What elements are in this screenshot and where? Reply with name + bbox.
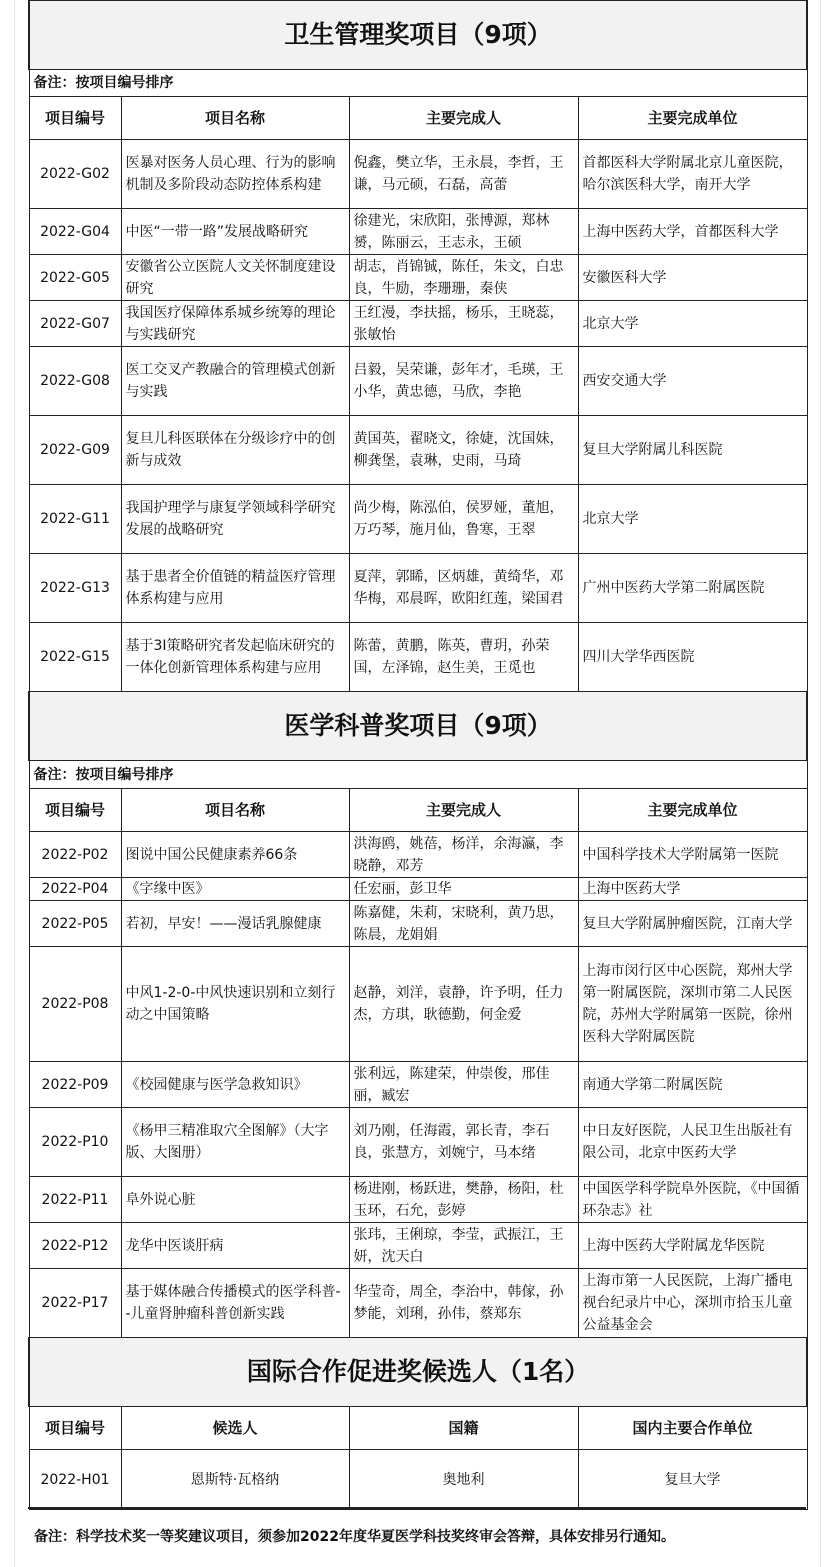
column-header-code: 项目编号: [29, 97, 121, 140]
section-note: 备注：按项目编号排序: [29, 70, 807, 97]
table-row: [29, 416, 807, 485]
project-people: 尚少梅，陈泓伯，侯罗娅，董旭，万巧琴，施月仙，鲁寒，王翠: [349, 485, 578, 554]
project-people: 陈嘉健，朱莉，宋晓利，黄乃思，陈晨，龙娟娟: [349, 901, 578, 947]
project-code: 2022-P12: [29, 1223, 121, 1269]
project-name: 中风1-2-0-中风快速识别和立刻行动之中国策略: [121, 947, 349, 1062]
project-people: 张利远，陈建荣，仲崇俊，邢佳丽，臧宏: [349, 1062, 578, 1108]
project-name: 安徽省公立医院人文关怀制度建设研究: [121, 255, 349, 301]
project-name: 《杨甲三精准取穴全图解》（大字版、大图册）: [121, 1108, 349, 1177]
column-header-partner-unit: 国内主要合作单位: [578, 1407, 807, 1450]
project-name: 我国医疗保障体系城乡统筹的理论与实践研究: [121, 301, 349, 347]
section-note: 备注：按项目编号排序: [29, 761, 807, 789]
project-people: 倪鑫，樊立华，王永晨，李哲，王谦，马元硕，石磊，高蕾: [349, 140, 578, 209]
project-unit: 南通大学第二附属医院: [578, 1062, 807, 1108]
column-header-code: 项目编号: [29, 1407, 121, 1450]
column-header-unit: 主要完成单位: [578, 789, 807, 832]
column-header-name: 项目名称: [121, 789, 349, 832]
project-unit: 中日友好医院，人民卫生出版社有限公司，北京中医药大学: [578, 1108, 807, 1177]
column-header-candidate: 候选人: [121, 1407, 349, 1450]
project-name: 龙华中医谈肝病: [121, 1223, 349, 1269]
candidate-code: 2022-H01: [29, 1450, 121, 1510]
column-header-code: 项目编号: [29, 789, 121, 832]
project-name: 图说中国公民健康素养66条: [121, 832, 349, 878]
table-row: [29, 347, 807, 416]
project-unit: 北京大学: [578, 301, 807, 347]
section-title-health-management: 卫生管理奖项目（9项）: [29, 1, 807, 70]
project-unit: 广州中医药大学第二附属医院: [578, 554, 807, 623]
column-header-people: 主要完成人: [349, 789, 578, 832]
project-code: 2022-P05: [29, 901, 121, 947]
candidate-nationality: 奥地利: [349, 1450, 578, 1510]
project-unit: 西安交通大学: [578, 347, 807, 416]
project-code: 2022-G11: [29, 485, 121, 554]
table-row: [29, 485, 807, 554]
table-row: [29, 1450, 807, 1510]
project-people: 徐建光，宋欣阳，张博源，郑林赟，陈丽云，王志永，王硕: [349, 209, 578, 255]
project-unit: 中国科学技术大学附属第一医院: [578, 832, 807, 878]
project-code: 2022-P08: [29, 947, 121, 1062]
project-unit: 中国医学科学院阜外医院，《中国循环杂志》社: [578, 1177, 807, 1223]
project-name: 医工交叉产教融合的管理模式创新与实践: [121, 347, 349, 416]
project-unit: 上海市第一人民医院，上海广播电视台纪录片中心，深圳市拾玉儿童公益基金会: [578, 1269, 807, 1338]
project-unit: 首都医科大学附属北京儿童医院，哈尔滨医科大学，南开大学: [578, 140, 807, 209]
table-row: [29, 1177, 807, 1223]
column-header-unit: 主要完成单位: [578, 97, 807, 140]
project-unit: 上海中医药大学: [578, 878, 807, 901]
project-code: 2022-P02: [29, 832, 121, 878]
project-unit: 安徽医科大学: [578, 255, 807, 301]
table-row: [29, 1223, 807, 1269]
project-people: 任宏丽，彭卫华: [349, 878, 578, 901]
project-code: 2022-G05: [29, 255, 121, 301]
project-code: 2022-G13: [29, 554, 121, 623]
project-people: 杨进刚，杨跃进，樊静，杨阳，杜玉环，石允，彭婷: [349, 1177, 578, 1223]
table-row: [29, 832, 807, 878]
project-name: 基于媒体融合传播模式的医学科普--儿童肾肿瘤科普创新实践: [121, 1269, 349, 1338]
project-name: 《字缘中医》: [121, 878, 349, 901]
project-code: 2022-P04: [29, 878, 121, 901]
project-code: 2022-G07: [29, 301, 121, 347]
project-name: 中医“一带一路”发展战略研究: [121, 209, 349, 255]
table-row: [29, 554, 807, 623]
project-people: 洪海鸥，姚蓓，杨洋，余海瀛，李晓静，邓芳: [349, 832, 578, 878]
project-code: 2022-G15: [29, 623, 121, 692]
project-name: 我国护理学与康复学领域科学研究发展的战略研究: [121, 485, 349, 554]
project-people: 吕毅，吴荣谦，彭年才，毛瑛，王小华，黄忠德，马欣，李艳: [349, 347, 578, 416]
table-row: [29, 1269, 807, 1338]
project-unit: 复旦大学附属肿瘤医院，江南大学: [578, 901, 807, 947]
table-row: [29, 878, 807, 901]
column-header-name: 项目名称: [121, 97, 349, 140]
project-people: 陈蕾，黄鹏，陈英，曹玥，孙荣国，左泽锦，赵生美，王觅也: [349, 623, 578, 692]
project-name: 基于3I策略研究者发起临床研究的一体化创新管理体系构建与应用: [121, 623, 349, 692]
project-unit: 四川大学华西医院: [578, 623, 807, 692]
candidate-name: 恩斯特·瓦格纳: [121, 1450, 349, 1510]
project-name: 基于患者全价值链的精益医疗管理体系构建与应用: [121, 554, 349, 623]
project-code: 2022-G09: [29, 416, 121, 485]
award-table: [28, 0, 808, 1510]
project-unit: 北京大学: [578, 485, 807, 554]
section-title-science-popularization: 医学科普奖项目（9项）: [29, 692, 807, 761]
project-code: 2022-P10: [29, 1108, 121, 1177]
section-title-international-cooperation: 国际合作促进奖候选人（1名）: [29, 1338, 807, 1407]
project-people: 刘乃刚，任海霞，郭长青，李石良，张慧方，刘婉宁，马本绪: [349, 1108, 578, 1177]
project-unit: 复旦大学附属儿科医院: [578, 416, 807, 485]
project-unit: 上海中医药大学，首都医科大学: [578, 209, 807, 255]
table-row: [29, 901, 807, 947]
project-name: 复旦儿科医联体在分级诊疗中的创新与成效: [121, 416, 349, 485]
table-row: [29, 301, 807, 347]
footer-note: 备注：科学技术奖一等奖建议项目，须参加2022年度华夏医学科技奖终审会答辩，具体安排另行通知。: [28, 1507, 806, 1567]
project-code: 2022-P17: [29, 1269, 121, 1338]
project-people: 黄国英，翟晓文，徐婕，沈国妹，柳龚堡，袁琳，史雨，马琦: [349, 416, 578, 485]
project-people: 胡志，肖锦铖，陈任，朱文，白忠良，牛励，李珊珊，秦侠: [349, 255, 578, 301]
project-people: 张玮，王俐琼，李莹，武振江，王妍，沈天白: [349, 1223, 578, 1269]
project-unit: 上海中医药大学附属龙华医院: [578, 1223, 807, 1269]
table-row: [29, 255, 807, 301]
project-unit: 上海市闵行区中心医院，郑州大学第一附属医院，深圳市第二人民医院，苏州大学附属第一医院，徐州医科大学附属医院: [578, 947, 807, 1062]
candidate-unit: 复旦大学: [578, 1450, 807, 1510]
table-row: [29, 1062, 807, 1108]
project-code: 2022-G04: [29, 209, 121, 255]
project-name: 阜外说心脏: [121, 1177, 349, 1223]
project-people: 华莹奇，周全，李治中，韩傢，孙梦能，刘琍，孙伟，蔡郑东: [349, 1269, 578, 1338]
project-people: 王红漫，李扶摇，杨乐，王晓蕊，张敏怡: [349, 301, 578, 347]
table-row: [29, 623, 807, 692]
project-name: 医暴对医务人员心理、行为的影响机制及多阶段动态防控体系构建: [121, 140, 349, 209]
project-code: 2022-G08: [29, 347, 121, 416]
project-people: 夏萍，郭睎，区炳雄，黄绮华，邓华梅，邓晨晖，欧阳红莲，梁国君: [349, 554, 578, 623]
table-row: [29, 1108, 807, 1177]
project-code: 2022-P11: [29, 1177, 121, 1223]
project-name: 若初，早安！——漫话乳腺健康: [121, 901, 349, 947]
table-row: [29, 140, 807, 209]
project-code: 2022-G02: [29, 140, 121, 209]
project-people: 赵静，刘洋，袁静，许予明，任力杰，方琪，耿德勤，何金爱: [349, 947, 578, 1062]
column-header-people: 主要完成人: [349, 97, 578, 140]
table-row: [29, 209, 807, 255]
award-sheet: [28, 0, 806, 1510]
table-row: [29, 947, 807, 1062]
project-code: 2022-P09: [29, 1062, 121, 1108]
project-name: 《校园健康与医学急救知识》: [121, 1062, 349, 1108]
column-header-nationality: 国籍: [349, 1407, 578, 1450]
